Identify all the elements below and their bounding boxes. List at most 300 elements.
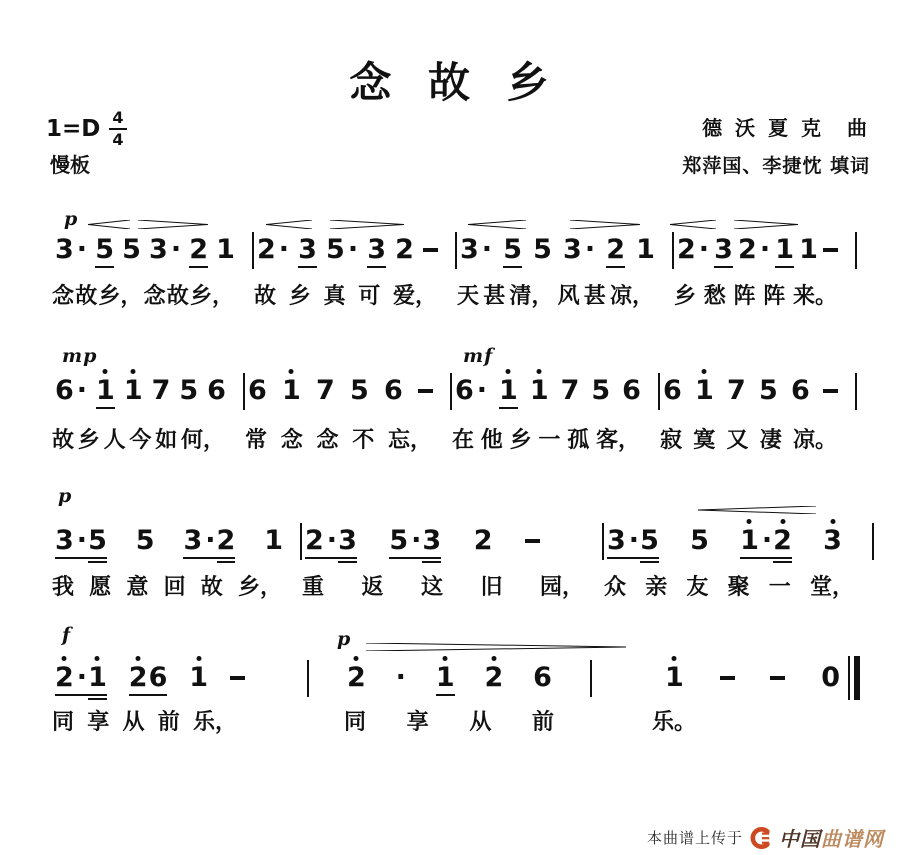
lyric-syllable: 故 — [254, 283, 277, 309]
rest-note: 0 — [821, 662, 840, 693]
beam-line — [129, 694, 168, 696]
underline-2 — [338, 561, 357, 563]
lyric-syllable: 忘， — [387, 427, 432, 453]
note: 2 — [189, 236, 208, 263]
octave-dot — [702, 369, 707, 374]
note-group — [389, 527, 441, 554]
augmentation-dot: · — [411, 525, 422, 556]
lyric-syllable: 从 — [469, 709, 492, 735]
augmentation-dot: · — [481, 234, 493, 265]
note: 1 — [530, 377, 549, 404]
note: 2 — [773, 527, 792, 554]
note: 7 — [151, 375, 171, 406]
note: 5 — [533, 234, 552, 265]
decrescendo-hairpin — [734, 214, 798, 233]
decrescendo-hairpin — [330, 214, 404, 233]
music-system-4 — [50, 622, 885, 742]
note: 6 — [663, 375, 682, 406]
lyric-syllable: 念 — [280, 427, 303, 453]
beam-line — [389, 557, 441, 559]
note: 1 — [799, 234, 818, 265]
note: 1 — [124, 377, 143, 404]
note: 3 — [338, 527, 357, 554]
note: 6 — [148, 662, 168, 693]
barline — [672, 232, 674, 269]
lyric-syllable: 凉。 — [792, 427, 837, 453]
underline — [606, 266, 625, 268]
measure-notes — [607, 527, 842, 557]
note: 3 — [823, 527, 842, 554]
lyric-syllable: 念 — [316, 427, 339, 453]
note: 1 — [88, 664, 107, 691]
note: 3 — [422, 527, 441, 554]
note: 3 — [298, 236, 317, 263]
note: 5 — [503, 236, 522, 263]
note: 2 · — [738, 234, 771, 265]
note: 1 — [282, 377, 301, 404]
lyric-syllable: 园， — [539, 574, 584, 600]
measure-lyrics — [660, 423, 837, 454]
measure-notes — [677, 236, 838, 266]
note: 6 — [622, 375, 641, 406]
lyric-syllable: 天 — [457, 283, 480, 309]
lyric-syllable: 前 — [157, 709, 180, 735]
note: 1 — [775, 236, 794, 263]
note: 2 — [473, 525, 493, 556]
note: 6 — [207, 375, 226, 406]
music-system-1 — [50, 206, 885, 326]
note: 2 — [606, 236, 625, 263]
barline — [855, 373, 857, 410]
note: 6 — [384, 375, 403, 406]
dynamic-mark-p: p — [337, 628, 352, 650]
lyric-syllable: 一 — [768, 574, 791, 600]
underline — [714, 266, 733, 268]
measure-notes — [55, 377, 226, 407]
augmentation-dot: · — [761, 525, 773, 556]
lyric-syllable: 享 — [406, 709, 429, 735]
site-logo-icon — [750, 827, 772, 849]
lyric-syllable: 愿 — [89, 574, 112, 600]
final-barline-thin — [848, 656, 850, 700]
final-barline-thick — [854, 656, 860, 700]
note: 5 — [759, 375, 778, 406]
measure-lyrics — [52, 423, 225, 454]
note: 3 · — [607, 525, 640, 556]
dynamic-mark-p: p — [64, 208, 79, 230]
duration-dash — [525, 527, 540, 543]
lyric-syllable: 友 — [686, 574, 709, 600]
underline — [298, 266, 317, 268]
lyric-syllable: 意 — [126, 574, 149, 600]
note: 7 — [727, 375, 746, 406]
note-group — [55, 527, 107, 554]
measure-notes — [663, 377, 838, 407]
decrescendo-hairpin — [570, 214, 640, 233]
lyric-syllable: 故 — [200, 574, 223, 600]
note: 5 — [690, 525, 709, 556]
lyric-syllable: 他 — [480, 427, 503, 453]
note: · — [395, 662, 406, 693]
lyric-syllable: 重 — [302, 574, 325, 600]
note-group — [129, 664, 168, 691]
lyric-syllable: 乡， — [189, 283, 234, 309]
crescendo-hairpin — [266, 214, 312, 233]
note: 5 — [179, 375, 199, 406]
lyricist-credit: 郑萍国、李捷忱 填词 — [682, 155, 870, 177]
dash-mark — [525, 539, 540, 543]
octave-dot — [354, 656, 359, 661]
note: 1 — [695, 377, 714, 404]
lyric-syllable: 常 — [245, 427, 268, 453]
underline — [367, 266, 386, 268]
duration-dash — [770, 664, 785, 680]
barline — [455, 232, 457, 269]
octave-dot — [196, 656, 201, 661]
note: 3 · — [563, 234, 596, 265]
upload-note-text: 本曲谱上传于 — [646, 829, 743, 847]
underline — [499, 407, 518, 409]
note: 5 — [640, 527, 659, 554]
lyric-syllable: 乡， — [237, 574, 282, 600]
duration-dash — [823, 377, 838, 393]
note: 1 — [636, 234, 655, 265]
lyric-syllable: 我 — [52, 574, 75, 600]
lyric-syllable: 故 — [75, 283, 98, 309]
octave-dot — [830, 519, 835, 524]
augmentation-dot: · — [278, 234, 290, 265]
note-group — [305, 527, 357, 554]
octave-dot — [95, 656, 100, 661]
beam-line — [740, 557, 792, 559]
measure-notes — [55, 236, 235, 266]
note: 3 · — [460, 234, 493, 265]
measure-lyrics — [674, 279, 837, 310]
lyric-syllable: 乡 — [288, 283, 311, 309]
lyric-syllable: 寂 — [660, 427, 683, 453]
augmentation-dot: · — [205, 525, 216, 556]
octave-dot — [443, 656, 448, 661]
lyric-syllable: 乐， — [192, 709, 237, 735]
composer-credit: 德 沃 夏 克 曲 — [702, 116, 870, 140]
octave-dot — [747, 519, 752, 524]
lyric-syllable: 念 — [143, 283, 166, 309]
octave-dot — [491, 656, 496, 661]
time-signature — [109, 110, 126, 148]
lyric-syllable: 亲 — [645, 574, 668, 600]
lyric-syllable: 同 — [344, 709, 367, 735]
underline-2 — [640, 561, 659, 563]
measure-lyrics — [604, 570, 854, 601]
dynamic-mark-f: f — [62, 624, 72, 646]
note: 1 · — [740, 527, 772, 554]
lyric-syllable: 乡 — [509, 427, 532, 453]
note: 1 — [189, 664, 208, 691]
beam-line — [305, 557, 357, 559]
underline — [503, 266, 522, 268]
crescendo-hairpin — [670, 214, 716, 233]
site-name-secondary: 曲谱网 — [821, 827, 884, 851]
lyric-syllable: 从 — [122, 709, 145, 735]
lyric-syllable: 旧 — [480, 574, 503, 600]
note: 1 — [499, 377, 518, 404]
dynamic-mark-mp: mp — [62, 345, 98, 367]
tempo-marking: 慢板 — [50, 153, 90, 177]
note-group — [183, 527, 235, 554]
octave-dot — [136, 656, 141, 661]
lyric-syllable: 可 — [358, 283, 381, 309]
barline — [602, 523, 604, 560]
crescendo-hairpin — [88, 214, 130, 233]
underline — [436, 694, 455, 696]
underline-2 — [773, 561, 792, 563]
augmentation-dot: · — [698, 234, 710, 265]
augmentation-dot: · — [170, 234, 182, 265]
augmentation-dot: · — [759, 234, 771, 265]
note: 1 — [264, 525, 283, 556]
note: 1 — [665, 664, 684, 691]
site-name — [779, 823, 884, 852]
barline — [450, 373, 452, 410]
note: 3 — [367, 236, 386, 263]
time-signature-denominator: 4 — [112, 130, 124, 149]
measure-lyrics — [52, 705, 237, 736]
octave-dot — [780, 519, 785, 524]
lyric-syllable: 不 — [352, 427, 375, 453]
note-group — [55, 664, 107, 691]
note-group — [740, 527, 792, 554]
note: 2 · — [55, 664, 87, 691]
beam-line — [55, 694, 107, 696]
lyric-syllable: 愁 — [703, 283, 726, 309]
lyric-syllable: 在 — [452, 427, 475, 453]
note: 5 — [95, 236, 114, 263]
barline — [243, 373, 245, 410]
measure-notes — [248, 377, 433, 407]
augmentation-dot: · — [628, 525, 640, 556]
augmentation-dot: · — [76, 375, 88, 406]
lyric-syllable: 凄 — [759, 427, 782, 453]
lyric-syllable: 同 — [52, 709, 75, 735]
measure-notes — [55, 664, 245, 694]
lyric-syllable: 阵 — [763, 283, 786, 309]
lyric-syllable: 这 — [420, 574, 443, 600]
measure-notes — [665, 664, 840, 694]
decrescendo-hairpin — [138, 214, 208, 233]
augmentation-dot: · — [326, 525, 338, 556]
dash-mark — [823, 389, 838, 393]
augmentation-dot: · — [476, 375, 488, 406]
note: 5 — [122, 234, 141, 265]
lyric-syllable: 孤 — [567, 427, 590, 453]
note: 2 · — [305, 525, 338, 556]
beam-line — [55, 557, 107, 559]
measure-lyrics — [302, 570, 584, 601]
lyric-syllable: 众 — [604, 574, 627, 600]
underline-2 — [217, 561, 236, 563]
octave-dot — [103, 369, 108, 374]
note: 3 · — [183, 525, 216, 556]
note: 3 · — [55, 234, 88, 265]
lyric-syllable: 堂， — [809, 574, 854, 600]
underline-2 — [422, 561, 441, 563]
augmentation-dot: · — [76, 234, 88, 265]
note: 6 · — [455, 375, 488, 406]
underline — [95, 266, 114, 268]
lyric-syllable: 享 — [87, 709, 110, 735]
lyric-syllable: 聚 — [727, 574, 750, 600]
note: 1 — [436, 664, 455, 691]
barline — [307, 660, 309, 697]
barline — [855, 232, 857, 269]
dash-mark — [823, 248, 838, 252]
octave-dot — [672, 656, 677, 661]
octave-dot — [506, 369, 511, 374]
note: 5 — [591, 375, 611, 406]
barline — [872, 523, 874, 560]
site-name-primary: 中国 — [779, 827, 821, 851]
lyric-syllable: 人 — [103, 427, 126, 453]
underline — [189, 266, 208, 268]
dynamic-mark-p: p — [58, 485, 73, 507]
octave-dot — [131, 369, 136, 374]
barline — [658, 373, 660, 410]
lyric-syllable: 返 — [361, 574, 384, 600]
lyric-syllable: 来。 — [792, 283, 837, 309]
beam-line — [607, 557, 659, 559]
lyric-syllable: 甚 — [583, 283, 606, 309]
dash-mark — [230, 676, 245, 680]
note: 5 · — [326, 234, 359, 265]
measure-lyrics — [457, 279, 654, 310]
note: 3 · — [149, 234, 182, 265]
key-signature-text: 1=D — [46, 116, 101, 142]
underline — [96, 407, 115, 409]
underline-2 — [88, 561, 107, 563]
lyric-syllable: 爱， — [392, 283, 437, 309]
note: 7 — [560, 375, 580, 406]
measure-notes — [305, 527, 540, 557]
duration-dash — [423, 236, 438, 252]
measure-notes — [460, 236, 655, 266]
lyric-syllable: 甚 — [483, 283, 506, 309]
note: 6 — [791, 375, 810, 406]
lyric-syllable: 又 — [726, 427, 749, 453]
lyric-syllable: 一 — [538, 427, 561, 453]
measure-lyrics — [452, 423, 640, 454]
key-signature — [46, 110, 127, 148]
measure-notes — [257, 236, 438, 266]
barline — [590, 660, 592, 697]
measure-lyrics — [52, 279, 234, 310]
octave-dot — [289, 369, 294, 374]
crescendo-hairpin — [698, 499, 816, 518]
note: 2 — [395, 234, 414, 265]
augmentation-dot: · — [347, 234, 359, 265]
lyric-syllable: 回 — [163, 574, 186, 600]
dynamic-mark-mf: mf — [463, 345, 494, 367]
lyric-syllable: 故 — [52, 427, 75, 453]
note: 2 — [217, 527, 236, 554]
barline — [300, 523, 302, 560]
lyric-syllable: 今 — [129, 427, 152, 453]
note: 6 · — [55, 375, 88, 406]
octave-dot — [62, 656, 67, 661]
note: 7 — [316, 375, 335, 406]
measure-lyrics — [344, 705, 554, 736]
lyric-syllable: 阵 — [733, 283, 756, 309]
music-system-2 — [50, 345, 885, 465]
measure-lyrics — [52, 570, 282, 601]
note: 6 — [248, 375, 267, 406]
note: 1 — [96, 377, 115, 404]
duration-dash — [418, 377, 433, 393]
note-group — [607, 527, 659, 554]
decrescendo-hairpin — [366, 636, 626, 655]
duration-dash — [720, 664, 735, 680]
octave-dot — [537, 369, 542, 374]
dash-mark — [418, 389, 433, 393]
measure-lyrics — [254, 279, 437, 310]
lyric-syllable: 寞 — [693, 427, 716, 453]
note: 2 · — [677, 234, 710, 265]
music-system-3 — [50, 483, 885, 603]
note: 3 — [714, 236, 733, 263]
note: 1 — [216, 234, 235, 265]
measure-lyrics — [245, 423, 432, 454]
barline — [252, 232, 254, 269]
measure-lyrics — [652, 705, 830, 736]
beam-line — [183, 557, 235, 559]
lyric-syllable: 清， — [509, 283, 554, 309]
note: 5 · — [389, 525, 422, 556]
augmentation-dot: · — [584, 234, 596, 265]
song-title: 念 故 乡 — [349, 58, 551, 107]
note: 3 · — [55, 525, 88, 556]
lyric-syllable: 客， — [595, 427, 640, 453]
measure-notes — [55, 527, 283, 557]
dash-mark — [720, 676, 735, 680]
note: 5 — [135, 525, 155, 556]
lyric-syllable: 乡 — [674, 283, 697, 309]
lyric-syllable: 如 — [155, 427, 178, 453]
augmentation-dot: · — [76, 662, 88, 693]
lyric-syllable: 风 — [557, 283, 580, 309]
measure-notes — [347, 664, 552, 694]
underline — [775, 266, 794, 268]
note: 5 — [350, 375, 369, 406]
lyric-syllable: 念 — [52, 283, 75, 309]
duration-dash — [823, 236, 838, 252]
duration-dash — [230, 664, 245, 680]
lyric-syllable: 前 — [531, 709, 554, 735]
lyric-syllable: 故 — [166, 283, 189, 309]
measure-notes — [455, 377, 641, 407]
lyric-syllable: 乐。 — [652, 709, 697, 735]
note: 2 — [129, 664, 148, 691]
note: 5 — [88, 527, 107, 554]
lyric-syllable: 真 — [323, 283, 346, 309]
note: 2 — [347, 664, 366, 691]
dash-mark — [423, 248, 438, 252]
crescendo-hairpin — [468, 214, 526, 233]
dash-mark — [770, 676, 785, 680]
time-signature-numerator: 4 — [109, 110, 126, 130]
note: 6 — [533, 662, 552, 693]
lyric-syllable: 乡 — [77, 427, 100, 453]
watermark — [647, 823, 884, 852]
augmentation-dot: · — [76, 525, 88, 556]
